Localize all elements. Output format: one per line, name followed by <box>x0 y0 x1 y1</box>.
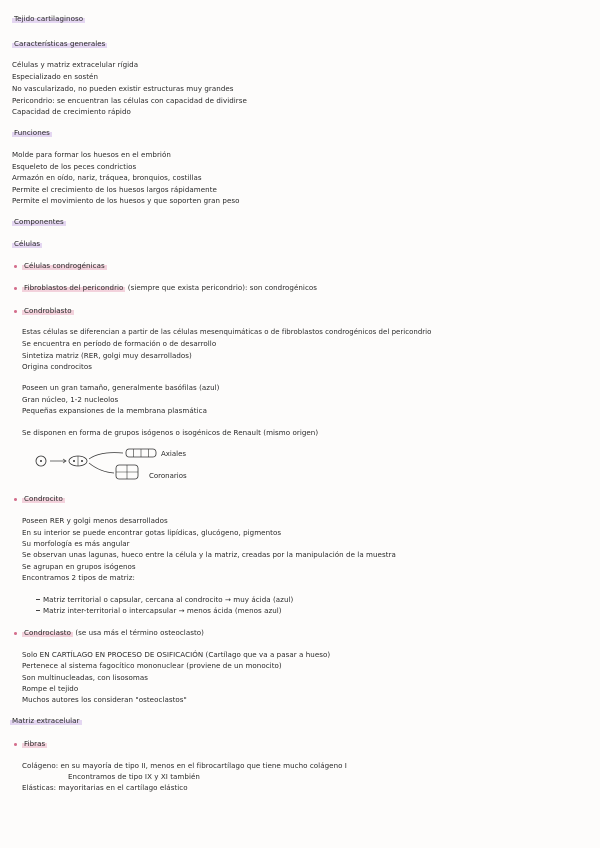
text-line: Encontramos de tipo IX y XI también <box>68 772 200 781</box>
fibroblastos-rest: (siempre que exista pericondrio): son condrogénicos <box>127 283 318 292</box>
text-line: No vascularizado, no pueden existir estructuras muy grandes <box>12 84 234 93</box>
bullet-dot <box>14 498 17 501</box>
funciones-heading-text: Funciones <box>14 128 50 137</box>
section-heading-generales <box>12 39 107 48</box>
section-heading-matriz <box>10 716 82 725</box>
nucleus-dot <box>73 460 75 462</box>
condroclasto-label: Condroclasto <box>24 628 72 637</box>
item-condroblasto <box>22 306 74 315</box>
nucleus-dot <box>40 460 42 462</box>
text-line: Poseen un gran tamaño, generalmente basófilas (azul) <box>22 383 220 392</box>
branch-arrow-up <box>89 453 123 459</box>
label-axiales: Axiales <box>161 450 187 458</box>
text-line: Pertenece al sistema fagocítico mononuclear (proviene de un monocito) <box>22 661 282 670</box>
title-text: Tejido cartilaginoso <box>14 14 84 23</box>
bullet-dot <box>14 287 17 290</box>
matriz-heading-text: Matriz extracelular <box>12 716 80 725</box>
page-title <box>12 14 85 23</box>
label-coronarios: Coronarios <box>149 472 187 480</box>
text-line: Sintetiza matriz (RER, golgi muy desarrollados) <box>22 351 192 360</box>
text-line: Matriz territorial o capsular, cercana al condrocito → muy ácida (azul) <box>43 595 294 604</box>
bullet-dot <box>14 632 17 635</box>
nucleus-dot <box>81 460 83 462</box>
condrogenicas-label: Células condrogénicas <box>24 261 105 270</box>
text-line: Especializado en sostén <box>12 72 99 81</box>
bullet-dot <box>14 265 17 268</box>
text-line: Son multinucleadas, con lisosomas <box>22 673 148 682</box>
text-line: Molde para formar los huesos en el embrión <box>12 150 171 159</box>
text-line: Pericondrio: se encuentran las células con capacidad de dividirse <box>12 96 247 105</box>
text-line: Poseen RER y golgi menos desarrollados <box>22 516 168 525</box>
text-line: Muchos autores los consideran "osteoclastos" <box>22 695 187 704</box>
bullet-dot <box>14 310 17 313</box>
text-line: Permite el crecimiento de los huesos largos rápidamente <box>12 185 217 194</box>
text-line: Esqueleto de los peces condrictios <box>12 162 137 171</box>
item-condrocito <box>22 494 65 503</box>
text-line: Se agrupan en grupos isógenos <box>22 562 136 571</box>
text-line: Células y matriz extracelular rígida <box>12 60 139 69</box>
generales-heading-text: Características generales <box>14 39 106 48</box>
text-line: Solo EN CARTÍLAGO EN PROCESO DE OSIFICACIÓN (Cartílago que va a pasar a hueso) <box>22 650 331 659</box>
condroblasto-label: Condroblasto <box>24 306 72 315</box>
dash-marker <box>36 610 40 611</box>
item-fibras <box>22 739 47 748</box>
text-line: Origina condrocitos <box>22 362 93 371</box>
section-heading-componentes <box>12 217 66 226</box>
subheading-celulas <box>12 239 42 248</box>
section-heading-funciones <box>12 128 52 137</box>
condrocito-label: Condrocito <box>24 494 63 503</box>
dash-marker <box>36 599 40 600</box>
text-line: Estas células se diferencian a partir de las células mesenquimáticas o de fibroblastos condrogénicos del pericondrio <box>22 328 432 336</box>
bullet-dot <box>14 743 17 746</box>
componentes-heading-text: Componentes <box>14 217 64 226</box>
text-line: En su interior se puede encontrar gotas lipídicas, glucógeno, pigmentos <box>22 528 282 537</box>
fibroblastos-label: Fibroblastos del pericondrio <box>24 283 124 292</box>
text-line: Su morfología es más angular <box>22 539 130 548</box>
celulas-heading-text: Células <box>14 239 41 248</box>
text-line: Se observan unas lagunas, hueco entre la célula y la matriz, creadas por la manipulación de la muestra <box>22 550 396 559</box>
item-fibroblastos <box>22 283 317 292</box>
condroclasto-rest: (se usa más el término osteoclasto) <box>75 628 205 637</box>
text-line: Encontramos 2 tipos de matriz: <box>22 573 135 582</box>
text-line: Armazón en oído, nariz, tráquea, bronquios, costillas <box>12 173 202 182</box>
text-line: Rompe el tejido <box>22 684 79 693</box>
text-line: Colágeno: en su mayoría de tipo II, menos en el fibrocartílago que tiene mucho colágeno I <box>22 761 347 770</box>
item-condroclasto <box>22 628 204 637</box>
text-line: Se encuentra en período de formación o de desarrollo <box>22 339 217 348</box>
text-line: Permite el movimiento de los huesos y que soporten gran peso <box>12 196 240 205</box>
branch-arrow-down <box>89 463 114 473</box>
isogenic-groups-diagram <box>30 448 220 484</box>
fibras-label: Fibras <box>24 739 46 748</box>
text-line: Elásticas: mayoritarias en el cartílago elástico <box>22 783 188 792</box>
item-condrogenicas <box>22 261 107 270</box>
text-line: Capacidad de crecimiento rápido <box>12 107 131 116</box>
text-line: Se disponen en forma de grupos isógenos o isogénicos de Renault (mismo origen) <box>22 428 319 437</box>
text-line: Pequeñas expansiones de la membrana plasmática <box>22 406 207 415</box>
text-line: Matriz inter-territorial o intercapsular → menos ácida (menos azul) <box>43 606 282 615</box>
text-line: Gran núcleo, 1-2 nucleolos <box>22 395 119 404</box>
